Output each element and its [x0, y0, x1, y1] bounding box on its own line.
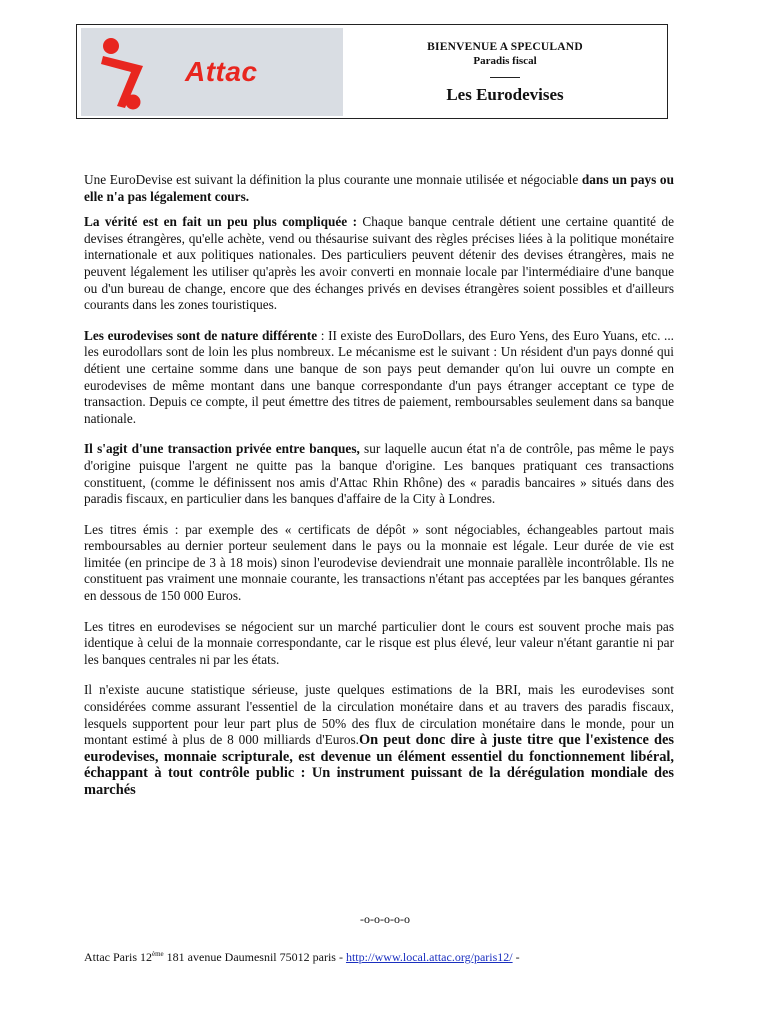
paragraph-text: Il n'existe aucune statistique sérieuse, juste quelques estimations de la BRI, mais les eurodevises sont considérées comme assurant l'essentiel de la circulation monétaire dans et au travers des paradis fiscaux, lesquels supportent pour leur part plus de 50% des flux de circulation monétaire dans le monde, pour un montant estimé à plus de 8 000 milliards d'Euros. [84, 682, 674, 748]
header-box [76, 24, 668, 119]
separator: -o-o-o-o-o [360, 912, 410, 926]
attac-logo [81, 28, 343, 116]
footer-suffix: - [512, 950, 520, 964]
paragraph-text: Les titres en eurodevises se négocient sur un marché particulier dont le cours est souvent proche mais pas identique à celui de la monnaie correspondante, car le risque est plus élevé, leur valeur n'étant garantie ni par les banques centrales ni par les états. [84, 618, 674, 667]
header-titles [343, 25, 667, 118]
paragraph-text: : II existe des EuroDollars, des Euro Yens, des Euro Yuans, etc. ... les eurodollars sont de loin les plus nombreux. Le mécanisme est le suivant : Un résident d'un pays donné qui détient une certaine somme dans une banque de son pays peut demander qu'on lui ouvre un compte en eurodevises de même montant dans une banque correspondante d'un pays étranger acceptant ce type de transaction. Depuis ce compte, il peut émettre des titres de paiement, remboursables seulement dans sa banque nationale. [84, 327, 675, 426]
paragraph-lead: La vérité est en fait un peu plus compliquée : [84, 214, 363, 230]
intro-bold: dans un pays ou elle n'a pas légalement cours. [84, 172, 674, 204]
paragraph-lead: Il s'agit d'une transaction privée entre banques, [84, 441, 360, 457]
footer-sup: ème [152, 950, 164, 958]
footer-link[interactable]: http://www.local.attac.org/paris12/ [345, 950, 513, 964]
paragraph-text: Chaque banque centrale détient une certaine quantité de devises étrangères, qu'elle achète, vend ou thésaurise suivant des règles précises liées à la politique monétaire internationale et aux politiques nationales. Des particuliers peuvent détenir des devises étrangères, mais ne peuvent légalement les utiliser qu'après les avoir converti en monnaie locale par l'intermédiaire d'une banque ou d'un bureau de change, encore que des échanges privés en devises étrangères soient possibles et d'ailleurs courants dans les zones touristiques. [84, 214, 674, 313]
page-subheading: Paradis fiscal [473, 55, 537, 67]
document-body [84, 172, 674, 813]
paragraph-verite [84, 214, 674, 314]
percent-logo-icon [81, 28, 191, 116]
paragraph-marche [84, 619, 674, 669]
logo-text: Attac [185, 56, 258, 87]
footer-address: 181 avenue Daumesnil 75012 paris - [163, 950, 346, 964]
intro-text: Une EuroDevise est suivant la définition la plus courante une monnaie utilisée et négociable [84, 172, 582, 187]
paragraph-text: Les titres émis : par exemple des « certificats de dépôt » sont négociables, échangeables partout mais remboursables au dernier porteur seulement dans le pays ou la monnaie est légale. Leur durée de vie est limitée (en principe de 3 à 18 mois) sinon l'eurodevise deviendrait une monnaie parallèle incontrôlable. Ils ne constituent pas vraiment une monnaie courante, les transactions n'étant pas acceptées par les banques gérantes en dessous de 150 000 Euros. [84, 521, 674, 604]
page-heading: BIENVENUE A SPECULAND [427, 41, 583, 53]
conclusion-bold: On peut donc dire à juste titre que l'existence des eurodevises, monnaie scripturale, est devenue un élément essentiel du fonctionnement libéral, échappant à tout contrôle public : Un instrument puissant de la dérégulation mondiale des marchés [84, 732, 674, 798]
title-divider [490, 77, 520, 78]
footer [84, 950, 520, 965]
paragraph-transaction [84, 441, 674, 507]
page-title: Les Eurodevises [446, 85, 564, 104]
paragraph-lead: Les eurodevises sont de nature différente [84, 327, 318, 343]
footer-prefix: Attac Paris 12 [84, 950, 152, 964]
intro-paragraph [84, 172, 674, 205]
paragraph-nature [84, 328, 674, 428]
paragraph-titres [84, 522, 674, 605]
paragraph-statistique [84, 682, 674, 798]
paragraph-text: sur laquelle aucun état n'a de contrôle, pas même le pays d'origine puisque l'argent ne quitte pas la banque d'origine. Les banques pratiquant ces transactions constituent, (comme le définissent nos amis d'Attac Rhin Rhône) des « paradis bancaires » situés dans des paradis fiscaux, en particulier dans les banques d'affaire de la City à Londres. [84, 441, 674, 507]
